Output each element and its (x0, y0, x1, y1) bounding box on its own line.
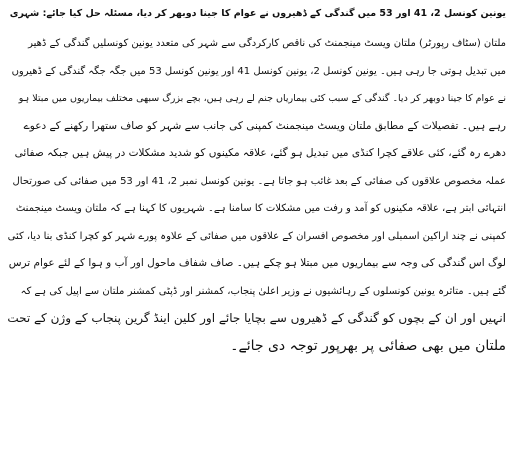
article-line: عملہ مخصوص علاقوں کی صفائی کے بعد غائب ہو جاتا ہے۔ یونین کونسل نمبر 2، 41 اور 53 میں صفائی کی صورتحال (12, 175, 506, 187)
article-line: ملتان میں بھی صفائی پر بھرپور توجہ دی جائے۔ (230, 337, 506, 354)
article-line: ملتان (سٹاف رپورٹر) ملتان ویسٹ مینجمنٹ کی ناقص کارکردگی سے شہر کی متعدد یونین کونسلیں گندگی کے ڈھیر (28, 38, 506, 49)
article-line: نے عوام کا جینا دوبھر کر دیا۔ گندگی کے سبب کئی بیماریاں جنم لے رہی ہیں، بچے بزرگ سبھی مختلف بیماریوں میں مبتلا ہو (18, 93, 506, 104)
article-body (6, 30, 506, 360)
article-line: لوگ اس گندگی کی وجہ سے بیماریوں میں مبتلا ہو چکے ہیں۔ صاف شفاف ماحول اور آب و ہوا کے لئے عوام ترس (8, 257, 506, 269)
article-line: میں تبدیل ہوتی جا رہی ہیں۔ یونین کونسل 2، یونین کونسل 41 اور یونین کونسل 53 میں جگہ جگہ گندگی کے ڈھیروں (11, 65, 506, 77)
article-line: انہیں اور ان کے بچوں کو گندگی کے ڈھیروں سے بچایا جائے اور کلین اینڈ گرین پنجاب کے وژن کے تحت (7, 311, 506, 325)
article-line: دھرے رہ گئے، کئی علاقے کچرا کنڈی میں تبدیل ہو گئے، علاقہ مکینوں کو شدید مشکلات در پیش ہیں جبکہ صفائی (14, 147, 506, 159)
article-line: انتہائی ابتر ہے، علاقہ مکینوں کو آمد و رفت میں مشکلات کا سامنا ہے۔ شہریوں کا کہنا ہے کہ ملتان ویسٹ مینجمنٹ (15, 203, 506, 214)
article-line: گئے ہیں۔ متاثرہ یونین کونسلوں کے رہائشیوں نے وزیر اعلیٰ پنجاب، کمشنر اور ڈپٹی کمشنر ملتان سے اپیل کی ہے کہ (20, 285, 506, 297)
headline: یونین کونسل 2، 41 اور 53 میں گندگی کے ڈھیروں نے عوام کا جینا دوبھر کر دیا، مسئلہ حل کیا جائے: شہری (9, 8, 506, 19)
article-line: رہے ہیں۔ تفصیلات کے مطابق ملتان ویسٹ مینجمنٹ کمپنی کی جانب سے شہر کو صاف ستھرا رکھنے کے دعوے (23, 119, 506, 132)
article-line: کمپنی نے چند اراکین اسمبلی اور مخصوص افسران کے علاقوں میں صفائی کے علاوہ پورے شہر کو کچرا کنڈی بنا دیا، کئی (7, 230, 506, 242)
